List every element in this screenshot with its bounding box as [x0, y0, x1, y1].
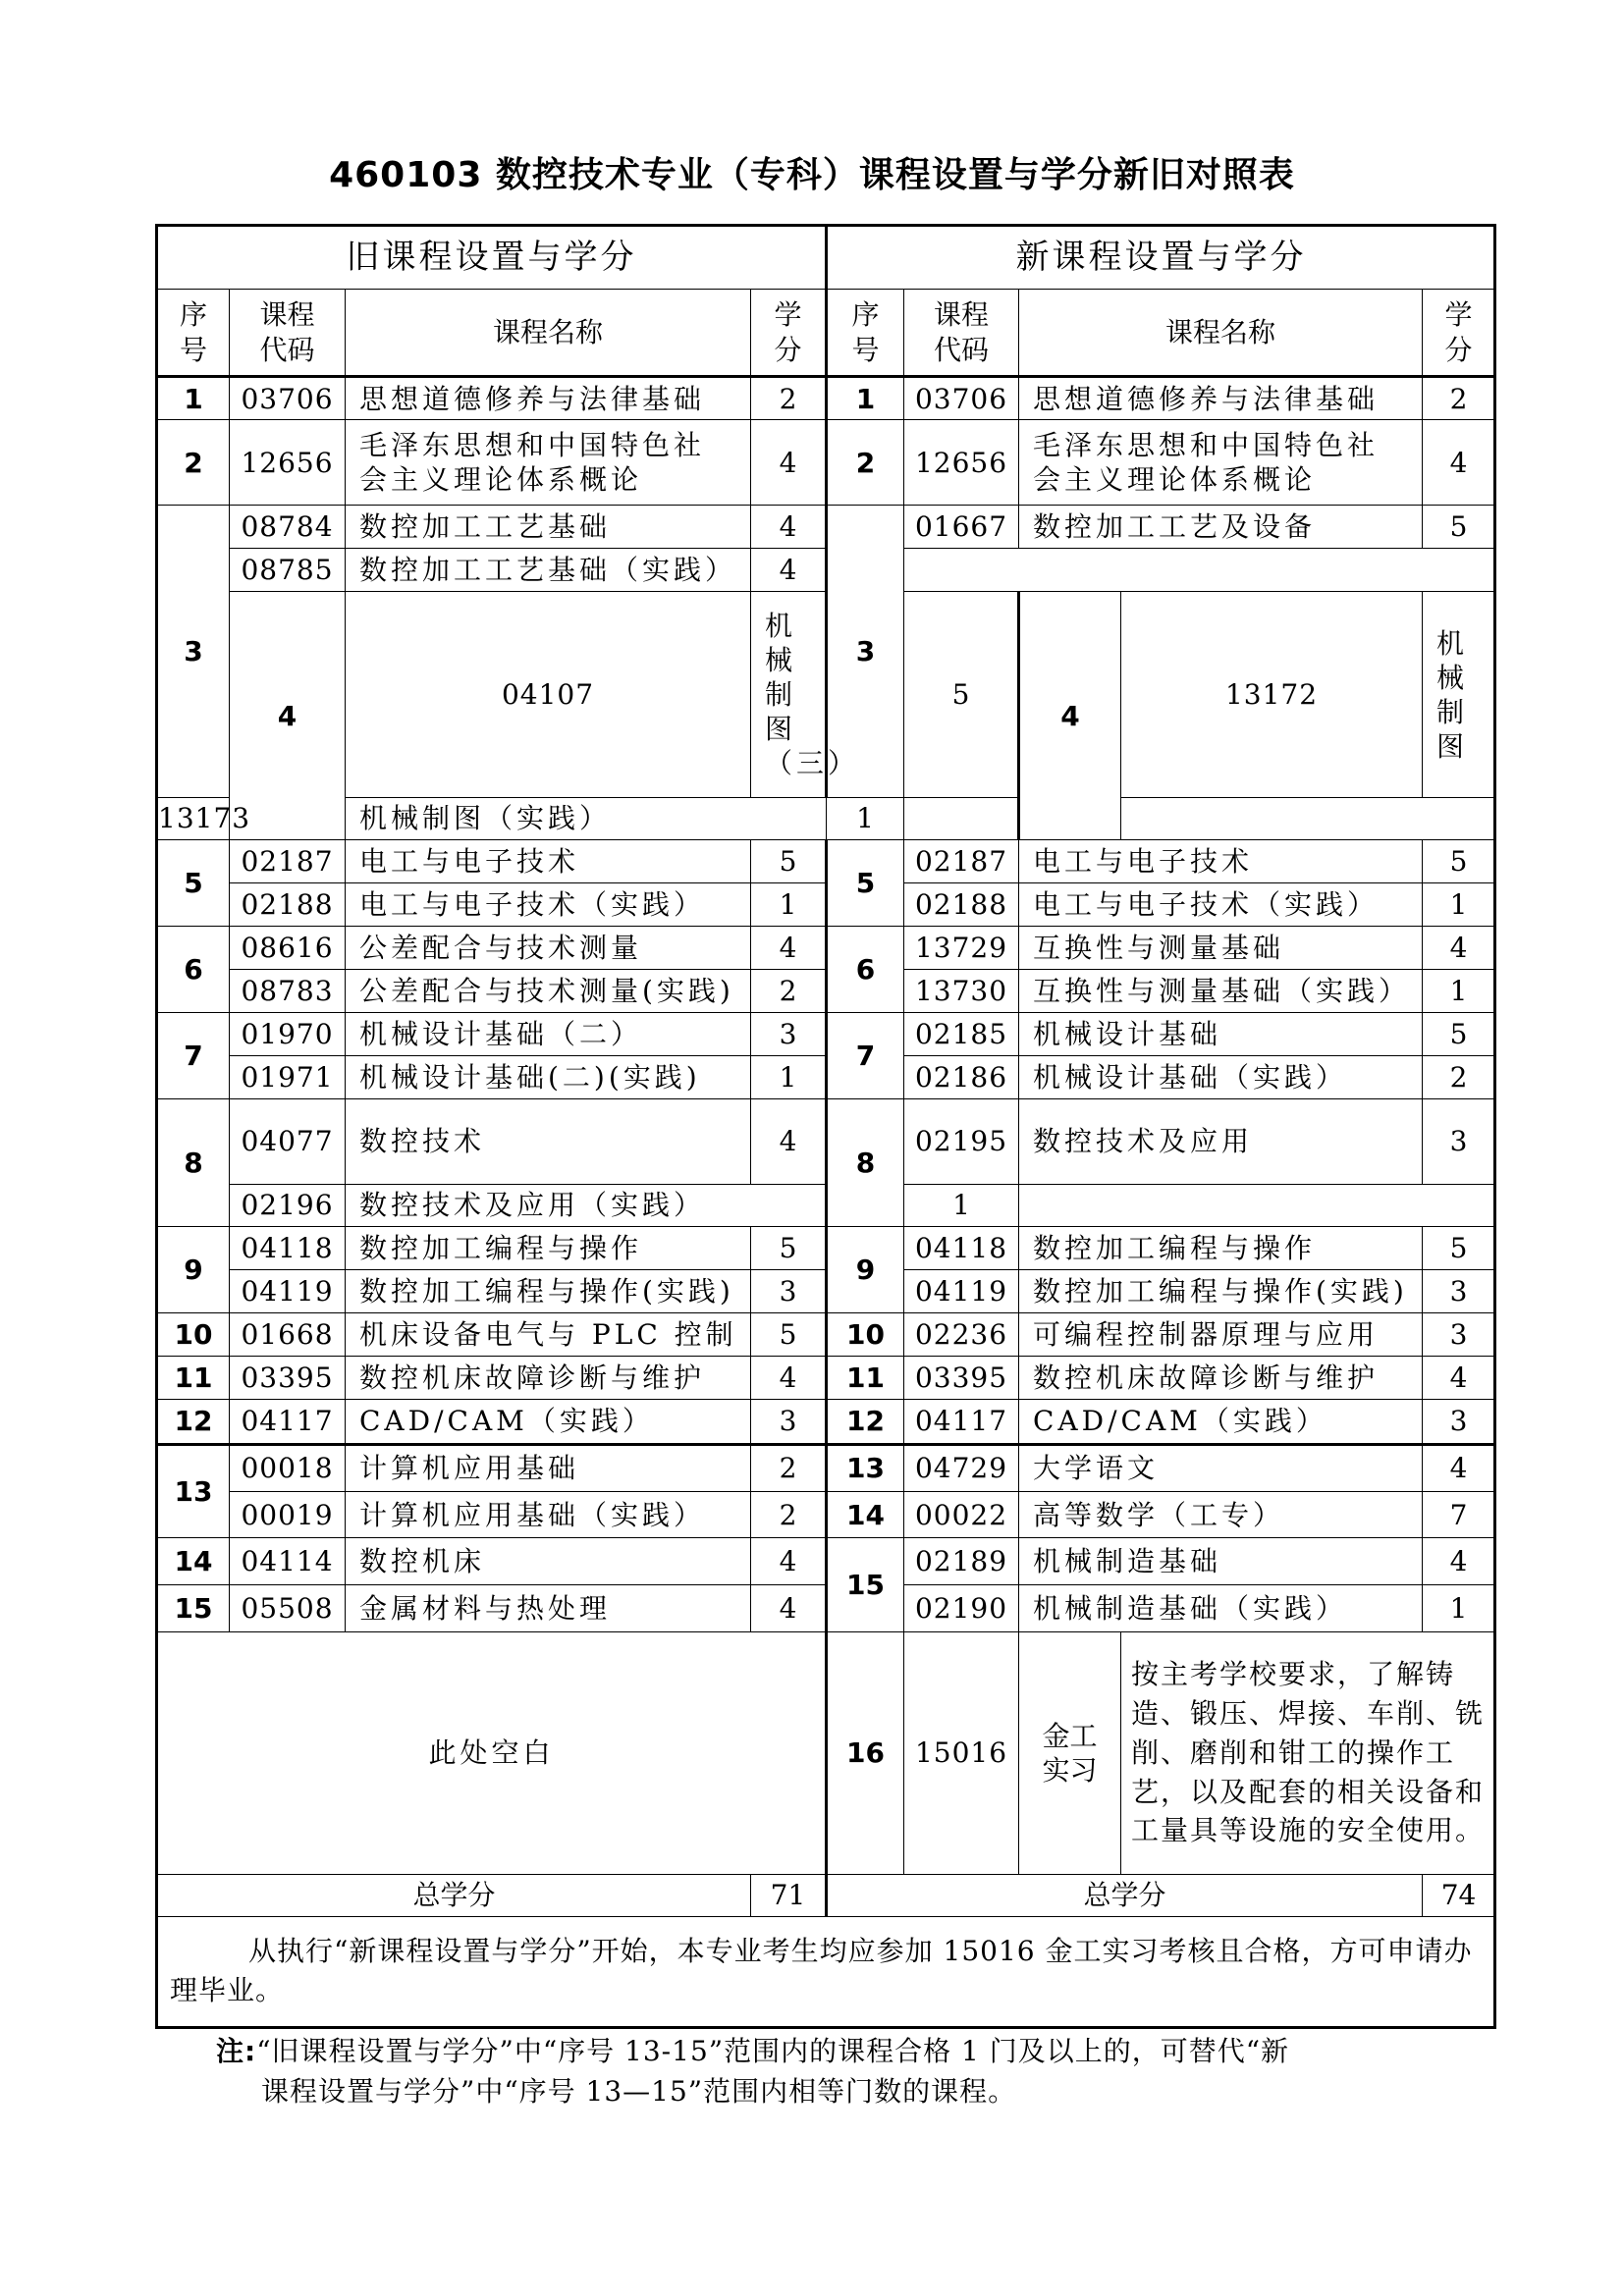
old-credit: 3 [751, 1399, 827, 1444]
new-header-code-line1: 课程 [933, 297, 989, 331]
new-course-code: 02185 [904, 1012, 1019, 1055]
new-header-new: 新课程设置与学分 [827, 226, 1495, 290]
old-seq: 12 [157, 1399, 230, 1444]
new-seq: 10 [827, 1312, 904, 1356]
new-seq: 3 [827, 506, 904, 798]
new-seq: 5 [827, 839, 904, 926]
table-row [157, 839, 1495, 882]
table-row [157, 1055, 1495, 1098]
table-row [157, 377, 1495, 420]
new-header-seq [827, 290, 904, 377]
new-course-name: 机械制造基础（实践） [1019, 1584, 1423, 1631]
old-seq: 8 [157, 1098, 230, 1226]
old-seq: 10 [157, 1312, 230, 1356]
new-course-name: 电工与电子技术（实践） [1019, 882, 1423, 926]
new-header-code-line2: 代码 [933, 333, 989, 366]
table-row [157, 1874, 1495, 1916]
new-total-value: 74 [1423, 1874, 1495, 1916]
new-credit: 1 [827, 797, 904, 839]
table-row [157, 226, 1495, 290]
old-header-credit-line1: 学 [774, 297, 802, 331]
old-credit: 5 [751, 1312, 827, 1356]
old-credit: 2 [751, 1491, 827, 1538]
old-course-name: 公差配合与技术测量 [346, 926, 751, 969]
new-course-code: 02186 [904, 1055, 1019, 1098]
old-credit: 4 [751, 926, 827, 969]
old-course-name: 电工与电子技术 [346, 839, 751, 882]
old-header-seq [157, 290, 230, 377]
new-course-name: 思想道德修养与法律基础 [1019, 377, 1423, 420]
old-seq: 11 [157, 1356, 230, 1399]
old-course-code: 01668 [230, 1312, 346, 1356]
new-course-code: 02187 [904, 839, 1019, 882]
new-course-name: 机械设计基础（实践） [1019, 1055, 1423, 1098]
old-course-name [346, 420, 751, 506]
new-credit: 5 [1423, 839, 1495, 882]
new-seq: 4 [1019, 592, 1121, 839]
old-seq: 14 [157, 1538, 230, 1585]
old-total-label: 总学分 [157, 1874, 751, 1916]
old-course-name: 电工与电子技术（实践） [346, 882, 751, 926]
new-course-name: 数控机床故障诊断与维护 [1019, 1356, 1423, 1399]
old-course-code: 04118 [230, 1226, 346, 1269]
old-credit: 4 [751, 420, 827, 506]
old-course-name-line2: 会主义理论体系概论 [359, 463, 643, 497]
old-course-code: 04119 [230, 1269, 346, 1312]
old-header-seq-line2: 号 [179, 333, 207, 366]
new-course-name: 数控加工工艺及设备 [1019, 506, 1423, 549]
new-credit: 1 [1423, 1584, 1495, 1631]
new-credit: 5 [1423, 1012, 1495, 1055]
old-credit: 5 [751, 839, 827, 882]
old-course-name: 机械设计基础（二） [346, 1012, 751, 1055]
old-credit: 5 [751, 1226, 827, 1269]
old-course-name: 思想道德修养与法律基础 [346, 377, 751, 420]
old-course-code: 01971 [230, 1055, 346, 1098]
old-header-credit-line2: 分 [774, 333, 802, 366]
old-credit: 4 [751, 1584, 827, 1631]
new-course-name: 电工与电子技术 [1019, 839, 1423, 882]
new-course-code: 13730 [904, 969, 1019, 1012]
new-course-name: 数控加工编程与操作(实践) [1019, 1269, 1423, 1312]
table-row [157, 1538, 1495, 1585]
old-seq: 5 [157, 839, 230, 926]
new-seq: 6 [827, 926, 904, 1012]
old-header-name: 课程名称 [346, 290, 751, 377]
old-course-name: 数控加工编程与操作(实践) [346, 1269, 751, 1312]
old-course-name: 机械制图（三） [751, 592, 827, 797]
new-seq: 13 [827, 1445, 904, 1492]
table-row [157, 1012, 1495, 1055]
new-course-code: 13173 [157, 797, 230, 839]
old-course-name: 公差配合与技术测量(实践) [346, 969, 751, 1012]
new-course-code: 03706 [904, 377, 1019, 420]
table-row [157, 1584, 1495, 1631]
old-course-name: 计算机应用基础（实践） [346, 1491, 751, 1538]
new-course-name: 互换性与测量基础（实践） [1019, 969, 1423, 1012]
old-header-seq-line1: 序 [179, 297, 207, 331]
old-course-name: 数控加工编程与操作 [346, 1226, 751, 1269]
new-course-name: CAD/CAM（实践） [1019, 1399, 1423, 1444]
new-seq: 8 [827, 1098, 904, 1226]
new-course-code: 02188 [904, 882, 1019, 926]
old-credit: 1 [751, 882, 827, 926]
new-credit: 4 [1423, 1538, 1495, 1585]
new-course-name-line1: 金工 [1042, 1719, 1098, 1752]
old-seq: 4 [230, 592, 346, 839]
new-course-name: 机械制图（实践） [346, 797, 827, 839]
old-credit: 4 [751, 549, 827, 592]
new-course-name: 数控技术及应用（实践） [346, 1184, 827, 1226]
new-seq: 15 [827, 1538, 904, 1631]
new-course-code: 04729 [904, 1445, 1019, 1492]
old-course-code: 04114 [230, 1538, 346, 1585]
table-row [157, 1356, 1495, 1399]
old-course-code: 08785 [230, 549, 346, 592]
new-course-name: 数控加工编程与操作 [1019, 1226, 1423, 1269]
table-row [157, 1631, 1495, 1874]
new-credit: 1 [1423, 969, 1495, 1012]
table-row [157, 290, 1495, 377]
new-credit: 3 [1423, 1269, 1495, 1312]
new-header-credit-line1: 学 [1444, 297, 1473, 331]
new-course-name-line2: 会主义理论体系概论 [1033, 463, 1317, 497]
old-seq: 9 [157, 1226, 230, 1312]
old-course-code: 03395 [230, 1356, 346, 1399]
new-seq: 9 [827, 1226, 904, 1312]
old-course-name: 数控加工工艺基础 [346, 506, 751, 549]
old-course-code: 03706 [230, 377, 346, 420]
table-row [157, 1491, 1495, 1538]
new-course-name-line2: 实习 [1042, 1753, 1098, 1787]
table-row [157, 592, 1495, 797]
old-course-code: 00019 [230, 1491, 346, 1538]
new-course-name: 互换性与测量基础 [1019, 926, 1423, 969]
table-row [157, 969, 1495, 1012]
old-header-code [230, 290, 346, 377]
new-seq: 14 [827, 1491, 904, 1538]
new-header-credit-line2: 分 [1444, 333, 1473, 366]
table-row [157, 1269, 1495, 1312]
new-credit: 5 [1423, 1226, 1495, 1269]
new-credit: 4 [1423, 926, 1495, 969]
new-seq: 1 [827, 377, 904, 420]
new-credit: 2 [1423, 377, 1495, 420]
old-course-name: CAD/CAM（实践） [346, 1399, 751, 1444]
new-course-name: 数控技术及应用 [1019, 1098, 1423, 1184]
new-course-name: 高等数学（工专） [1019, 1491, 1423, 1538]
new-seq: 11 [827, 1356, 904, 1399]
table-row [157, 797, 1495, 839]
old-course-name: 金属材料与热处理 [346, 1584, 751, 1631]
old-credit: 2 [751, 377, 827, 420]
table-row [157, 1916, 1495, 2027]
old-credit: 4 [751, 1356, 827, 1399]
table-row [157, 1184, 1495, 1226]
old-course-code: 02187 [230, 839, 346, 882]
new-credit: 1 [1423, 882, 1495, 926]
old-course-code: 04117 [230, 1399, 346, 1444]
new-course-name: 机械制图 [1423, 592, 1495, 797]
old-course-name: 机械设计基础(二)(实践) [346, 1055, 751, 1098]
graduation-note: 从执行“新课程设置与学分”开始，本专业考生均应参加 15016 金工实习考核且合格，方可申请办理毕业。 [157, 1916, 1495, 2027]
old-header-code-line2: 代码 [259, 333, 315, 366]
old-header-credit [751, 290, 827, 377]
new-course-name: 机械制造基础 [1019, 1538, 1423, 1585]
new-course-code: 01667 [904, 506, 1019, 549]
old-course-name: 数控技术 [346, 1098, 751, 1184]
old-credit: 4 [751, 506, 827, 549]
table-row [157, 1399, 1495, 1444]
new-course-code: 04117 [904, 1399, 1019, 1444]
new-course-code: 02195 [904, 1098, 1019, 1184]
old-course-name: 数控机床 [346, 1538, 751, 1585]
new-course-code: 02236 [904, 1312, 1019, 1356]
new-credit: 1 [904, 1184, 1019, 1226]
page-title: 460103 数控技术专业（专科）课程设置与学分新旧对照表 [329, 155, 1295, 195]
footnote-line2: 课程设置与学分”中“序号 13—15”范围内相等门数的课程。 [261, 2074, 1017, 2108]
table-row [157, 549, 1495, 592]
old-seq: 2 [157, 420, 230, 506]
new-course-code: 03395 [904, 1356, 1019, 1399]
new-course-name [1019, 420, 1423, 506]
old-course-code: 08784 [230, 506, 346, 549]
new-course-name: 大学语文 [1019, 1445, 1423, 1492]
new-course-name: 机械设计基础 [1019, 1012, 1423, 1055]
old-course-code: 00018 [230, 1445, 346, 1492]
new-header-credit [1423, 290, 1495, 377]
old-credit: 5 [904, 592, 1019, 797]
new-course-name [1019, 1631, 1121, 1874]
old-seq: 6 [157, 926, 230, 1012]
new-course-code: 13172 [1121, 592, 1423, 797]
new-course-code: 02196 [230, 1184, 346, 1226]
old-seq: 7 [157, 1012, 230, 1098]
old-header-old: 旧课程设置与学分 [157, 226, 827, 290]
table-row [157, 1312, 1495, 1356]
old-credit: 4 [751, 1098, 827, 1184]
new-course-code: 04119 [904, 1269, 1019, 1312]
old-course-code: 08783 [230, 969, 346, 1012]
course-comparison-table [155, 224, 1496, 2029]
new-course-code: 15016 [904, 1631, 1019, 1874]
new-credit: 2 [1423, 1055, 1495, 1098]
old-seq: 1 [157, 377, 230, 420]
footnote-label: 注: [216, 2035, 257, 2067]
old-seq: 3 [157, 506, 230, 798]
old-credit: 2 [751, 1445, 827, 1492]
new-total-label: 总学分 [827, 1874, 1423, 1916]
footnote [216, 2032, 1492, 2111]
old-course-name: 数控机床故障诊断与维护 [346, 1356, 751, 1399]
table-row [157, 1098, 1495, 1184]
old-course-name-line1: 毛泽东思想和中国特色社 [359, 429, 706, 462]
new-header-name: 课程名称 [1019, 290, 1423, 377]
new-course-name: 可编程控制器原理与应用 [1019, 1312, 1423, 1356]
new-seq: 16 [827, 1631, 904, 1874]
table-row [157, 420, 1495, 506]
new-credit: 3 [1423, 1312, 1495, 1356]
new-credit: 4 [1423, 420, 1495, 506]
old-seq: 13 [157, 1445, 230, 1538]
new-course-code: 12656 [904, 420, 1019, 506]
table-row [157, 882, 1495, 926]
old-credit: 3 [751, 1269, 827, 1312]
new-header-code [904, 290, 1019, 377]
old-seq: 15 [157, 1584, 230, 1631]
old-credit: 2 [751, 969, 827, 1012]
old-credit: 4 [751, 1538, 827, 1585]
new-course-code: 00022 [904, 1491, 1019, 1538]
new-course-description: 按主考学校要求，了解铸造、锻压、焊接、车削、铣削、磨削和钳工的操作工艺，以及配套的相关设备和工量具等设施的安全使用。 [1121, 1631, 1495, 1874]
new-credit: 7 [1423, 1491, 1495, 1538]
new-course-code: 04118 [904, 1226, 1019, 1269]
old-course-code: 12656 [230, 420, 346, 506]
new-course-name-line1: 毛泽东思想和中国特色社 [1033, 429, 1380, 462]
new-course-code: 13729 [904, 926, 1019, 969]
new-credit: 5 [1423, 506, 1495, 549]
table-row [157, 1445, 1495, 1492]
table-row [157, 506, 1495, 549]
new-course-code: 02190 [904, 1584, 1019, 1631]
footnote-line1: “旧课程设置与学分”中“序号 13-15”范围内的课程合格 1 门及以上的，可替代“新 [256, 2035, 1290, 2067]
old-credit: 1 [751, 1055, 827, 1098]
new-header-seq-line1: 序 [851, 297, 880, 331]
old-course-code: 08616 [230, 926, 346, 969]
old-total-value: 71 [751, 1874, 827, 1916]
old-course-code: 04077 [230, 1098, 346, 1184]
old-course-name: 机床设备电气与 PLC 控制 [346, 1312, 751, 1356]
new-seq: 12 [827, 1399, 904, 1444]
old-course-code: 02188 [230, 882, 346, 926]
table-row [157, 1226, 1495, 1269]
new-credit: 4 [1423, 1356, 1495, 1399]
old-course-name: 计算机应用基础 [346, 1445, 751, 1492]
old-course-code: 01970 [230, 1012, 346, 1055]
new-seq: 7 [827, 1012, 904, 1098]
table-row [157, 926, 1495, 969]
blank-area: 此处空白 [157, 1631, 827, 1874]
new-seq: 2 [827, 420, 904, 506]
new-credit: 4 [1423, 1445, 1495, 1492]
old-header-code-line1: 课程 [259, 297, 315, 331]
new-course-code: 02189 [904, 1538, 1019, 1585]
old-course-code: 04107 [346, 592, 751, 797]
new-credit: 3 [1423, 1098, 1495, 1184]
old-course-name: 数控加工工艺基础（实践） [346, 549, 751, 592]
new-credit: 3 [1423, 1399, 1495, 1444]
new-header-seq-line2: 号 [851, 333, 880, 366]
old-credit: 3 [751, 1012, 827, 1055]
old-course-code: 05508 [230, 1584, 346, 1631]
